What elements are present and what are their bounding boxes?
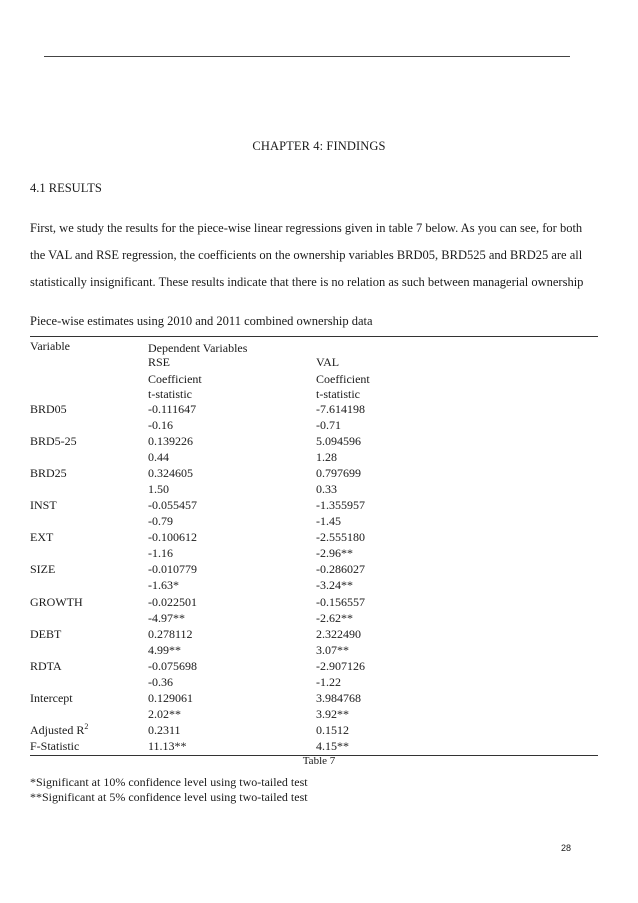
adjusted-r2-rse: 0.2311 — [148, 723, 181, 737]
row-rse-t: -0.36 — [148, 675, 173, 689]
row-variable: RDTA — [30, 659, 62, 673]
row-variable: INST — [30, 498, 57, 512]
header-dependent: Dependent Variables — [148, 341, 248, 355]
row-val-coef: 3.984768 — [316, 691, 361, 705]
row-rse-coef: 0.129061 — [148, 691, 193, 705]
row-rse-t: -0.16 — [148, 418, 173, 432]
row-variable: BRD5-25 — [30, 434, 77, 448]
paragraph-line-3: statistically insignificant. These results indicate that there is no relation as such between managerial ownership — [30, 275, 584, 289]
row-val-coef: -2.907126 — [316, 659, 365, 673]
row-val-t: 1.28 — [316, 450, 337, 464]
row-val-coef: -7.614198 — [316, 402, 365, 416]
row-rse-coef: -0.100612 — [148, 530, 197, 544]
row-rse-t: 1.50 — [148, 482, 169, 496]
header-rule — [44, 56, 570, 57]
row-val-t: 0.33 — [316, 482, 337, 496]
row-val-t: -0.71 — [316, 418, 341, 432]
row-val-coef: -0.286027 — [316, 562, 365, 576]
table-top-rule — [30, 336, 598, 337]
row-rse-t: -1.16 — [148, 546, 173, 560]
row-rse-coef: -0.055457 — [148, 498, 197, 512]
paragraph-line-1: First, we study the results for the piece-wise linear regressions given in table 7 below. As you can see, for both — [30, 221, 583, 235]
header-val-coef: Coefficient — [316, 372, 370, 386]
row-val-coef: -2.555180 — [316, 530, 365, 544]
table-label: Table 7 — [302, 755, 336, 767]
row-variable: GROWTH — [30, 595, 83, 609]
f-statistic-rse: 11.13** — [148, 739, 187, 753]
row-variable: Intercept — [30, 691, 73, 705]
row-variable: DEBT — [30, 627, 62, 641]
row-val-coef: -1.355957 — [316, 498, 365, 512]
row-val-t: -2.62** — [316, 611, 353, 625]
row-rse-coef: -0.010779 — [148, 562, 197, 576]
row-rse-t: -0.79 — [148, 514, 173, 528]
row-val-t: 3.07** — [316, 643, 349, 657]
row-rse-coef: 0.324605 — [148, 466, 193, 480]
row-rse-coef: -0.111647 — [148, 402, 197, 416]
row-val-t: -3.24** — [316, 578, 353, 592]
row-variable: EXT — [30, 530, 54, 544]
table-caption: Piece-wise estimates using 2010 and 2011 combined ownership data — [30, 314, 373, 328]
row-variable: BRD05 — [30, 402, 67, 416]
row-val-t: -2.96** — [316, 546, 353, 560]
adjusted-r2-label: Adjusted $R^2$ — [30, 722, 89, 737]
row-val-coef: -0.156557 — [316, 595, 365, 609]
header-variable: Variable — [30, 339, 70, 353]
row-rse-t: 0.44 — [148, 450, 169, 464]
header-rse-tstat: t-statistic — [148, 387, 192, 401]
adjusted-r2-superscript: 2 — [84, 722, 89, 731]
row-val-t: -1.22 — [316, 675, 341, 689]
row-val-t: 3.92** — [316, 707, 349, 721]
row-val-coef: 2.322490 — [316, 627, 361, 641]
row-variable: BRD25 — [30, 466, 67, 480]
f-statistic-label: F-Statistic — [30, 739, 80, 753]
row-rse-coef: -0.075698 — [148, 659, 197, 673]
paragraph-line-2: the VAL and RSE regression, the coefficients on the ownership variables BRD05, BRD525 and BRD25 are all — [30, 248, 583, 262]
header-val: VAL — [316, 355, 340, 369]
row-val-coef: 0.797699 — [316, 466, 361, 480]
significance-note-10: *Significant at 10% confidence level using two-tailed test — [30, 775, 308, 789]
header-rse: RSE — [148, 355, 171, 369]
f-statistic-val: 4.15** — [316, 739, 349, 753]
row-rse-coef: -0.022501 — [148, 595, 197, 609]
header-rse-coef: Coefficient — [148, 372, 202, 386]
header-val-tstat: t-statistic — [316, 387, 360, 401]
row-val-t: -1.45 — [316, 514, 341, 528]
row-rse-coef: 0.139226 — [148, 434, 193, 448]
row-rse-t: 2.02** — [148, 707, 181, 721]
row-val-coef: 5.094596 — [316, 434, 361, 448]
row-rse-t: 4.99** — [148, 643, 181, 657]
section-heading: 4.1 RESULTS — [30, 181, 102, 195]
row-rse-t: -1.63* — [148, 578, 179, 592]
chapter-heading: CHAPTER 4: FINDINGS — [252, 139, 386, 153]
page-number: 28 — [561, 843, 572, 853]
adjusted-r2-val: 0.1512 — [316, 723, 349, 737]
significance-note-5: **Significant at 5% confidence level using two-tailed test — [30, 790, 308, 804]
row-rse-coef: 0.278112 — [148, 627, 193, 641]
row-variable: SIZE — [30, 562, 56, 576]
row-rse-t: -4.97** — [148, 611, 185, 625]
